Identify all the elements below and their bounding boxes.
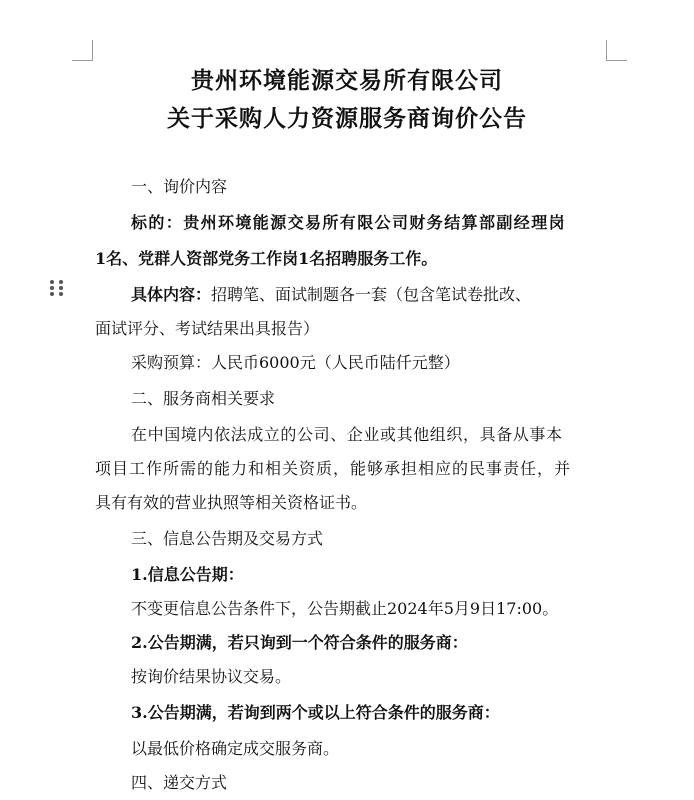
- page-corner-mark-top-right: [606, 40, 627, 61]
- target-paragraph: [131, 212, 651, 234]
- section-heading-notice-period: 三、信息公告期及交易方式: [131, 529, 324, 548]
- target-text: 贵州环境能源交易所有限公司财务结算部副经理岗: [183, 213, 567, 232]
- section-heading-inquiry: 一、询价内容: [131, 177, 228, 196]
- target-label: 标的：: [131, 213, 184, 232]
- requirements-paragraph-line-2: 项目工作所需的能力和相关资质，能够承担相应的民事责任，并: [95, 459, 572, 478]
- single-provider-text: 按询价结果协议交易。: [131, 667, 292, 686]
- section-heading-submission: 四、递交方式: [131, 773, 228, 792]
- multiple-providers-text: 以最低价格确定成交服务商。: [131, 739, 340, 758]
- budget-paragraph: 采购预算：人民币6000元（人民币陆仟元整）: [131, 353, 460, 372]
- subheading-single-provider: 2.公告期满，若只询到一个符合条件的服务商：: [131, 633, 468, 652]
- notice-period-text: 不变更信息公告条件下，公告期截止2024年5月9日17:00。: [131, 599, 559, 618]
- content-label: 具体内容：: [131, 285, 212, 304]
- requirements-paragraph-line-1: 在中国境内依法成立的公司、企业或其他组织，具备从事本: [131, 425, 563, 444]
- subheading-notice-period: 1.信息公告期：: [131, 565, 244, 584]
- target-paragraph-continued: 1名、党群人资部党务工作岗1名招聘服务工作。: [95, 249, 438, 268]
- content-paragraph-continued: 面试评分、考试结果出具报告）: [95, 319, 320, 338]
- document-title-line-2: 关于采购人力资源服务商询价公告: [167, 105, 527, 132]
- subheading-multiple-providers: 3.公告期满，若询到两个或以上符合条件的服务商：: [131, 703, 500, 722]
- page-corner-mark-top-left: [72, 40, 93, 61]
- section-heading-requirements: 二、服务商相关要求: [131, 389, 276, 408]
- requirements-paragraph-line-3: 具有有效的营业执照等相关资格证书。: [95, 493, 368, 512]
- drag-handle-icon[interactable]: [50, 280, 64, 298]
- content-paragraph: [131, 284, 651, 306]
- document-title-line-1: 贵州环境能源交易所有限公司: [191, 67, 503, 94]
- content-text: 招聘笔、面试制题各一套（包含笔试卷批改、: [211, 285, 532, 304]
